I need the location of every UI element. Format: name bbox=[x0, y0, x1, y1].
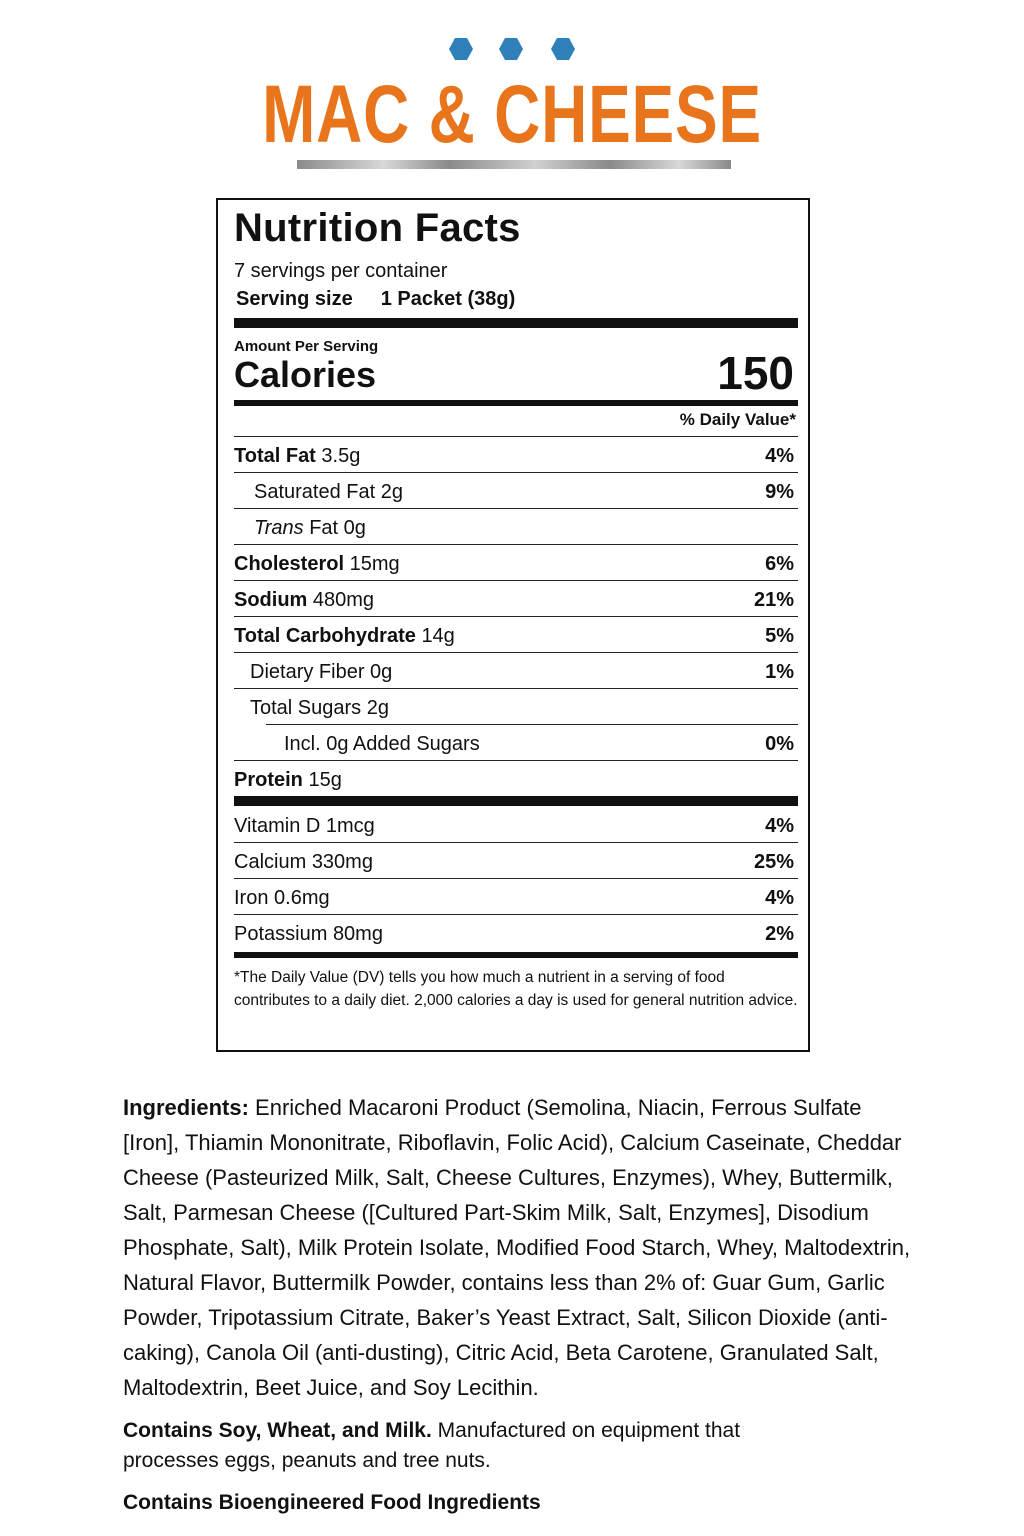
servings-per-container: 7 servings per container bbox=[234, 260, 448, 282]
nutrient-amount: 14g bbox=[421, 625, 455, 647]
vitamin-amount: 330mg bbox=[311, 851, 373, 873]
row-divider bbox=[234, 842, 798, 843]
nutrient-row-saturated-fat bbox=[234, 474, 798, 510]
vitamin-dv: 2% bbox=[765, 923, 794, 945]
vitamin-name: Calcium bbox=[234, 851, 307, 873]
nutrient-name: Total Carbohydrate bbox=[234, 625, 416, 647]
vitamin-dv: 4% bbox=[765, 815, 794, 837]
ingredients-label: Ingredients: bbox=[123, 1095, 249, 1120]
nutrient-name: Protein bbox=[234, 769, 303, 791]
allergen-label: Contains Soy, Wheat, and Milk. bbox=[123, 1419, 432, 1442]
nutrient-row-trans-fat bbox=[234, 510, 798, 546]
nutrient-amount: 480mg bbox=[312, 589, 375, 611]
medium-divider bbox=[234, 400, 798, 406]
ingredients-text: Enriched Macaroni Product (Semolina, Niacin, Ferrous Sulfate [Iron], Thiamin Mononitrate, Riboflavin, Folic Acid), Calcium Caseinate, Cheddar Cheese (Pasteurized Milk, Salt, Cheese Cultures, Enzymes), Whey, Buttermilk, Salt, Parmesan Cheese ([Cultured Part-Skim Milk, Salt, Enzymes], Disodium Phosphate, Salt), Milk Protein Isolate, Modified Food Starch, Whey, Maltodextrin, Natural Flavor, Buttermilk Powder, contains less than 2% of: Guar Gum, Garlic Powder, Tripotassium Citrate, Baker’s Yeast Extract, Salt, Silicon Dioxide (anti-caking), Canola Oil (anti-dusting), Citric Acid, Beta Carotene, Granulated Salt, Maltodextrin, Beet Juice, and Soy Lecithin. bbox=[123, 1095, 911, 1400]
vitamin-dv: 25% bbox=[753, 851, 794, 873]
nutrient-amount: 0g bbox=[370, 661, 393, 683]
vitamin-row-iron bbox=[234, 880, 798, 916]
nutrient-dv: 1% bbox=[765, 661, 794, 683]
nutrient-row-total-sugars bbox=[234, 690, 798, 726]
nutrition-facts-title: Nutrition Facts bbox=[234, 206, 521, 250]
nutrient-dv: 0% bbox=[765, 733, 794, 755]
vitamin-dv: 4% bbox=[765, 887, 794, 909]
row-divider bbox=[234, 580, 798, 581]
row-divider bbox=[266, 724, 798, 725]
vitamin-row-calcium bbox=[234, 844, 798, 880]
hexagon-icon bbox=[449, 38, 473, 60]
nutrient-dv: 5% bbox=[765, 625, 794, 647]
daily-value-footnote: *The Daily Value (DV) tells you how much a nutrient in a serving of food contributes to a daily diet. 2,000 calories a day is used for general nutrition advice. bbox=[234, 969, 798, 1009]
nutrient-amount: Fat 0g bbox=[309, 517, 366, 539]
nutrient-row-protein bbox=[234, 762, 798, 798]
hexagon-icon bbox=[499, 38, 523, 60]
vitamin-amount: 1mcg bbox=[325, 815, 375, 837]
vitamin-amount: 0.6mg bbox=[274, 887, 330, 909]
calories-label: Calories bbox=[234, 354, 377, 395]
row-divider bbox=[234, 760, 798, 761]
nutrient-name: Trans bbox=[254, 517, 304, 539]
nutrient-dv: 21% bbox=[753, 589, 794, 611]
row-divider bbox=[234, 688, 798, 689]
nutrient-row-sodium bbox=[234, 582, 798, 618]
bioengineered-statement: Contains Bioengineered Food Ingredients bbox=[123, 1491, 541, 1514]
product-title: MAC & CHEESE bbox=[262, 69, 762, 160]
vitamin-amount: 80mg bbox=[332, 923, 383, 945]
nutrient-amount: 2g bbox=[380, 481, 403, 503]
nutrient-name: Dietary Fiber bbox=[250, 661, 365, 683]
nutrient-dv: 9% bbox=[765, 481, 794, 503]
row-divider bbox=[234, 472, 798, 473]
nutrient-dv: 4% bbox=[765, 445, 794, 467]
nutrient-row-total-fat bbox=[234, 438, 798, 474]
amount-per-serving: Amount Per Serving bbox=[234, 338, 379, 355]
row-divider bbox=[234, 544, 798, 545]
vitamin-row-vitamin-d bbox=[234, 808, 798, 844]
nutrient-name: Incl. 0g Added Sugars bbox=[284, 733, 480, 755]
thick-divider bbox=[234, 318, 798, 328]
nutrient-dv: 6% bbox=[765, 553, 794, 575]
vitamin-name: Potassium bbox=[234, 923, 328, 945]
nutrient-name: Total Sugars bbox=[250, 697, 362, 719]
row-divider bbox=[234, 914, 798, 915]
row-divider bbox=[234, 436, 798, 437]
nutrient-amount: 2g bbox=[366, 697, 389, 719]
nutrient-amount: 15mg bbox=[349, 553, 400, 575]
thick-divider bbox=[234, 796, 798, 806]
daily-value-header: % Daily Value* bbox=[679, 410, 796, 429]
nutrient-name: Sodium bbox=[234, 589, 308, 611]
vitamin-name: Iron bbox=[234, 887, 269, 909]
serving-size bbox=[236, 288, 515, 311]
calories-value: 150 bbox=[717, 347, 794, 399]
vitamin-name: Vitamin D bbox=[234, 815, 321, 837]
vitamin-row-potassium bbox=[234, 916, 798, 952]
medium-divider bbox=[234, 952, 798, 958]
nutrient-row-added-sugars bbox=[234, 726, 798, 762]
nutrient-name: Total Fat bbox=[234, 445, 316, 467]
ingredients-block bbox=[123, 1090, 923, 1405]
title-underline bbox=[297, 160, 731, 169]
allergen-text: Manufactured on equipment that processes eggs, peanuts and tree nuts. bbox=[123, 1419, 741, 1472]
row-divider bbox=[234, 652, 798, 653]
allergen-statement bbox=[123, 1416, 823, 1476]
nutrition-facts-panel bbox=[216, 198, 810, 1052]
nutrient-amount: 3.5g bbox=[321, 445, 361, 467]
nutrient-row-dietary-fiber bbox=[234, 654, 798, 690]
nutrient-name: Saturated Fat bbox=[254, 481, 376, 503]
row-divider bbox=[234, 878, 798, 879]
row-divider bbox=[234, 508, 798, 509]
hexagon-icon bbox=[551, 38, 575, 60]
nutrient-name: Cholesterol bbox=[234, 553, 345, 575]
serving-size-label: Serving size bbox=[236, 288, 353, 310]
nutrient-amount: 15g bbox=[308, 769, 342, 791]
serving-size-value: 1 Packet (38g) bbox=[380, 288, 516, 310]
nutrient-row-cholesterol bbox=[234, 546, 798, 582]
nutrient-row-total-carbohydrate bbox=[234, 618, 798, 654]
row-divider bbox=[234, 616, 798, 617]
hexagon-dots bbox=[0, 38, 1024, 60]
